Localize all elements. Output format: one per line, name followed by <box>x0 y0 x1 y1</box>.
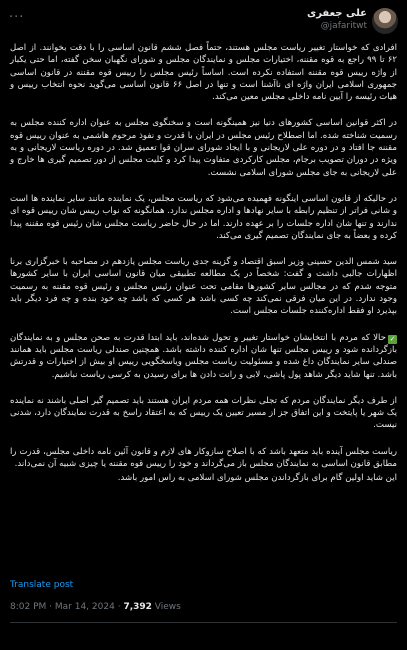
views-label: Views <box>154 602 181 612</box>
post-time[interactable]: 8:02 PM <box>10 602 47 612</box>
divider <box>10 622 397 623</box>
post-paragraph-6: از طرف دیگر نمایندگان مردم که تجلی نظرات همه مردم ایران هستند باید تصمیم گیر اصلی باشند نه نماینده یک شهر یا پایتخت و این اتفاق جز از مسیر تعیین یک رییس که به اعتقاد راسخ به قدرت نمایندگان دارد، شدنی نیست. <box>10 395 397 431</box>
post-paragraph-5-text: حالا که مردم با انتخابشان خواستار تغییر و تحول شده‌اند، باید ابتدا قدرت به صحن مجلس و به نمایندگان بازگردانده شود و رییس مجلس تنها شان اداره کننده داشته باشد. همچنین صندلی ریاست مجلس باید همانند صندلی سایر نمایندگان داغ شده و مسئولیت ریاست مجلس ویاسخگویی رییس او بیش از اختیارات و قدرتش باشد. تنها شاید دیگر شاهد پول پاشی، لابی و رانت دادن ها برای رسیدن به کرسی ریاست نباشیم. <box>10 332 397 380</box>
author-info[interactable] <box>307 7 367 32</box>
post-body <box>10 42 397 499</box>
meta-separator-2: · <box>117 602 121 612</box>
post-paragraph-5 <box>10 332 397 381</box>
post-paragraph-7: ریاست مجلس آینده باید متعهد باشد که با اصلاح سازوکار های لازم و قانون آئین نامه داخلی مجلس، قدرت را مطابق قانون اساسی به نمایندگان مجلس باز می‌گرداند و خود را رییس قوه مقننه یا چیزی شبیه آن نمی‌داند. <box>10 446 397 470</box>
check-mark-emoji-icon: ✓ <box>389 334 396 343</box>
views-count: 7,392 <box>123 602 152 612</box>
more-options-icon[interactable]: ··· <box>9 10 25 25</box>
meta-separator: · <box>49 602 53 612</box>
post-paragraph-1: افرادی که خواستار تغییر ریاست مجلس هستند، حتماً فصل ششم قانون اساسی را با دقت بخوانند. از اصل ۶۲ تا ۹۹ راجع به قوه مقننه، اختیارات مجلس و نمایندگان مجلس و شورای نگهبان سخن گفته، اما حتی یکبار از واژه رییس قوه مقننه استفاده نکرده است. اساساً رئیس مجلس را رییس قوه مقننه در قانون اساسی جمهوری اسلامی ایران واژه ای ناآشنا است و تنها در اصل ۶۶ قانون اساسی می‌گوید نحوه انتخاب رییس و هیات رئیسه را آیین نامه داخلی مجلس معین می‌کند. <box>10 43 397 103</box>
post-paragraph-8: این شاید اولین گام برای بازگرداندن مجلس شورای اسلامی به راس امور باشد. <box>117 473 397 484</box>
post-paragraph-4: سید شمس الدین حسینی وزیر اسبق اقتصاد و گزینه جدی ریاست مجلس یازدهم در مصاحبه با خبرگزاری برنا اظهارات جالبی داشت و گفت: شخصاً در یک مطالعه تطبیقی میان قانون اساسی ایران با سایر کشورها متوجه شدم که در مجالس سایر کشورها مقامی تحت عنوان رئیس مجلس و رئیس قوه مقننه به رسمیت وجود ندارد. در این میان فرقی نمی‌کند چه کسی باشد هر کسی که باشد چه خود بنده و چه فرد دیگر باید بپذیرد او فقط اداره‌کننده جلسات مجلس است. <box>10 257 397 317</box>
post-date[interactable]: Mar 14, 2024 <box>54 602 115 612</box>
post-paragraph-3: در حالیکه از قانون اساسی اینگونه فهمیده می‌شود که ریاست مجلس، یک نماینده مانند سایر نماینده ها است و شانی فراتر از تنظیم رابطه با سایر نهادها و اداره مجلس ندارد. همانگونه که نواب رییس شان رییس قوه ای ندارند و تنها شان اداره جلسات را بر عهده دارند. اما در حال حاضر ریاست مجلس شان رئیس قوه مقننه پیدا کرده و بعضاً به جای نمایندگان تصمیم گیری می‌کند. <box>10 193 397 241</box>
author-name[interactable]: علی جعفری <box>307 8 367 19</box>
post-meta <box>10 602 181 612</box>
post-paragraph-2: در اکثر قوانین اساسی کشورهای دنیا نیز همینگونه است و سخنگوی مجلس به عنوان اداره کننده مجلس به رسمیت شناخته شده. اما اصطلاح رئیس مجلس در ایران با قدرت و نفوذ مرحوم هاشمی به عنوان رییس قوه مقننه جا افتاد و در دوره علی لاریجانی و با ایجاد شورای سران قوا تعمیق شد. در دوره ریاست لاریجانی و به ویژه در دوران تصویب برجام، مجلس کارکردی متفاوت پیدا کرد و کلیت مجلس از دور تصمیم گیری ها خارج و علی لاریجانی به جای مجلس شورای اسلامی نشست. <box>10 118 397 178</box>
author-handle[interactable]: @jafaritwt <box>320 21 367 31</box>
post-header <box>0 6 407 36</box>
author-avatar[interactable] <box>372 8 398 34</box>
translate-post-link[interactable]: Translate post <box>10 580 74 590</box>
